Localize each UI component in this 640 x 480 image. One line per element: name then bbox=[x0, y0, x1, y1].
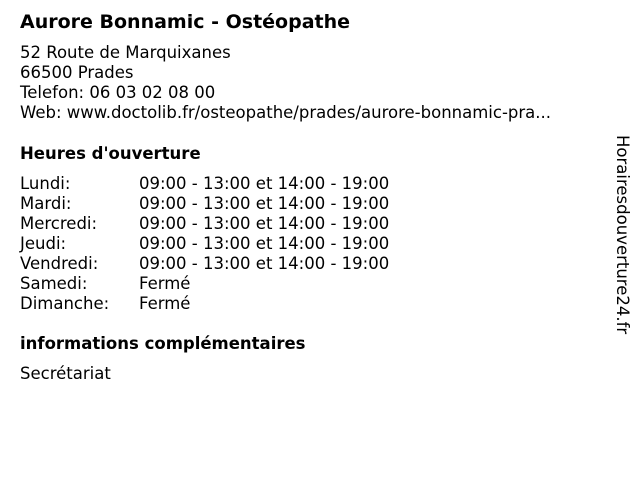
info-heading: informations complémentaires bbox=[20, 334, 306, 353]
time-value: 09:00 - 13:00 et 14:00 - 19:00 bbox=[139, 194, 390, 213]
day-label: Samedi: bbox=[20, 274, 88, 293]
site-watermark: Horairesdouverture24.fr bbox=[613, 135, 632, 335]
hours-row-friday bbox=[20, 254, 460, 274]
page-title: Aurore Bonnamic - Ostéopathe bbox=[20, 11, 351, 33]
day-label: Mercredi: bbox=[20, 214, 98, 233]
opening-hours-list bbox=[20, 174, 460, 314]
phone-number: Telefon: 06 03 02 08 00 bbox=[20, 83, 216, 102]
day-label: Mardi: bbox=[20, 194, 72, 213]
day-label: Dimanche: bbox=[20, 294, 110, 313]
time-value: 09:00 - 13:00 et 14:00 - 19:00 bbox=[139, 214, 390, 233]
day-label: Jeudi: bbox=[20, 234, 67, 253]
day-label: Lundi: bbox=[20, 174, 71, 193]
hours-row-tuesday bbox=[20, 194, 460, 214]
hours-heading: Heures d'ouverture bbox=[20, 144, 201, 163]
time-value: Fermé bbox=[139, 274, 191, 293]
hours-row-saturday bbox=[20, 274, 460, 294]
hours-row-wednesday bbox=[20, 214, 460, 234]
time-value: 09:00 - 13:00 et 14:00 - 19:00 bbox=[139, 234, 390, 253]
hours-row-monday bbox=[20, 174, 460, 194]
time-value: 09:00 - 13:00 et 14:00 - 19:00 bbox=[139, 254, 390, 273]
city-address: 66500 Prades bbox=[20, 63, 134, 82]
street-address: 52 Route de Marquixanes bbox=[20, 43, 231, 62]
info-text: Secrétariat bbox=[20, 364, 111, 383]
hours-row-thursday bbox=[20, 234, 460, 254]
time-value: Fermé bbox=[139, 294, 191, 313]
website-link[interactable]: Web: www.doctolib.fr/osteopathe/prades/aurore-bonnamic-pra... bbox=[20, 103, 552, 122]
hours-row-sunday bbox=[20, 294, 460, 314]
day-label: Vendredi: bbox=[20, 254, 99, 273]
time-value: 09:00 - 13:00 et 14:00 - 19:00 bbox=[139, 174, 390, 193]
address-block bbox=[20, 43, 551, 123]
